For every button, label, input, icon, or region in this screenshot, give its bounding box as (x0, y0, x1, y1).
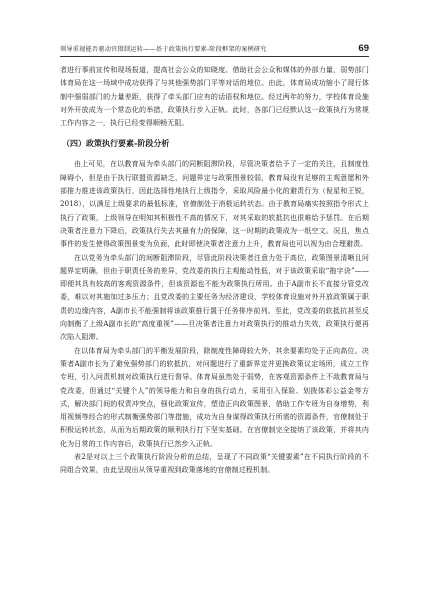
running-head: 领导重视能否驱动官僚制运转——基于政策执行要素-阶段框架的案例研究 (60, 46, 267, 53)
paragraph: 在以体育局为牵头部门的平衡发展阶段，除制度性障碍较大外，其余要素均处于正向高位。决策者A副市长为了避免强势部门的软抵抗，对问题进行了重新界定并更换政策议定场所，成立工作专班，引入问责机制对政策执行进行督导。体育局虽然处于弱势，在客观资源条件上不敌教育局与党改委，但通过“关键个人”的领导能力和自身的执行动力，采用引入保险、划拨体彩公益金等方式，解决部门间的权责冲突点，强化政策宣传，塑造正向政策图景，借助工作专班为自身增势，利用视频等经合的形式制衡强势部门等措施，成功为自身谋得政策执行所需的资源条件，官僚制处于积极运转状态，从而为后期政策的顺利执行打下坚实基础。在官僚制完全接纳了该政策，并将其内化为日常的工作内容后，政策执行已然步入正轨。 (60, 346, 369, 448)
paragraph: 表2是对以上三个政策执行阶段分析的总结，呈现了不同政策“关键要素”在不同执行阶段的不同组合效果，由此呈现出从领导重视到政策落地的官僚制过程机制。 (60, 453, 369, 475)
page-header (60, 42, 369, 57)
paragraph: 由上可见，在以教育局为牵头部门的同断阻滞阶段，尽管决策者给予了一定的关注，且制度性障碍小，但是由于执行联盟资源缺乏，问题界定与政策图景较弱，教育局没有足够的主观意愿和外部推力推进该政策执行，因此选择性地执行上级指令，采取风险最小化的避责行为（倪星和王锐，2018），以满足上级要求的最低标准，官僚制处于消极运转状态。由于教育局痛实按照指令形式上执行了政策，上级领导在明知其积极性不高的情况下，对其采取的软抵抗也很难给予惩罚。在后期决策者注意力下降后，政策执行失去其最有力的保障，这一时期的政策成为一纸空文。况且，焦点事件的发生使得政策图景变为负面，此时即使决策者注意力上升，教育局也可以视为由合理避责。 (60, 160, 369, 249)
paragraph: 在以党务为牵头部门的间断阻滞阶段，尽管此阶段决策者注意力处于高位，政策图景清晰且问题界定明确，但由于职责任务的差异，党改委的执行主观能动性低，对于该政策采取“拖字诀”——即便其具有较高的客观资源条件，但该资源也不能为政策执行所用。由于A副市长不直接分管党改委，难以对其施加过多压力；且党改委的主要任务为经济建设，学校体育设施对外开放政策属于职责的边缘内容，A副市长不能强制将该政策推行置于任务排序前列。至此，党改委的软抵抗甚至反向制衡了上级A副市长的“高度重视”——旦决策者注意力对政策执行的推动力失效，政策执行便再次陷入阻滞。 (60, 253, 369, 342)
paragraph: 者进行事前宣传和现场报道，提高社会公众的知晓度。借助社会公众和媒体的外部力量，弱势部门体育局在这一场域中成功获得了与其他强势部门平等对话的地位。由此，体育局成功缩小了现行体制中强弱部门的力量差距，获得了牵头部门应有的话语权和地位。经过两年的努力，学校体育设施对外开放成为一个常态化的举措，政策执行步入正轨。此时，各部门已经默认这一政策执行为常规工作内容之一，执行已经变得顺畅无阻。 (60, 66, 369, 128)
section-heading: （四）政策执行要素-阶段分析 (62, 139, 170, 149)
page-number: 69 (358, 43, 369, 54)
body-text (60, 64, 369, 478)
